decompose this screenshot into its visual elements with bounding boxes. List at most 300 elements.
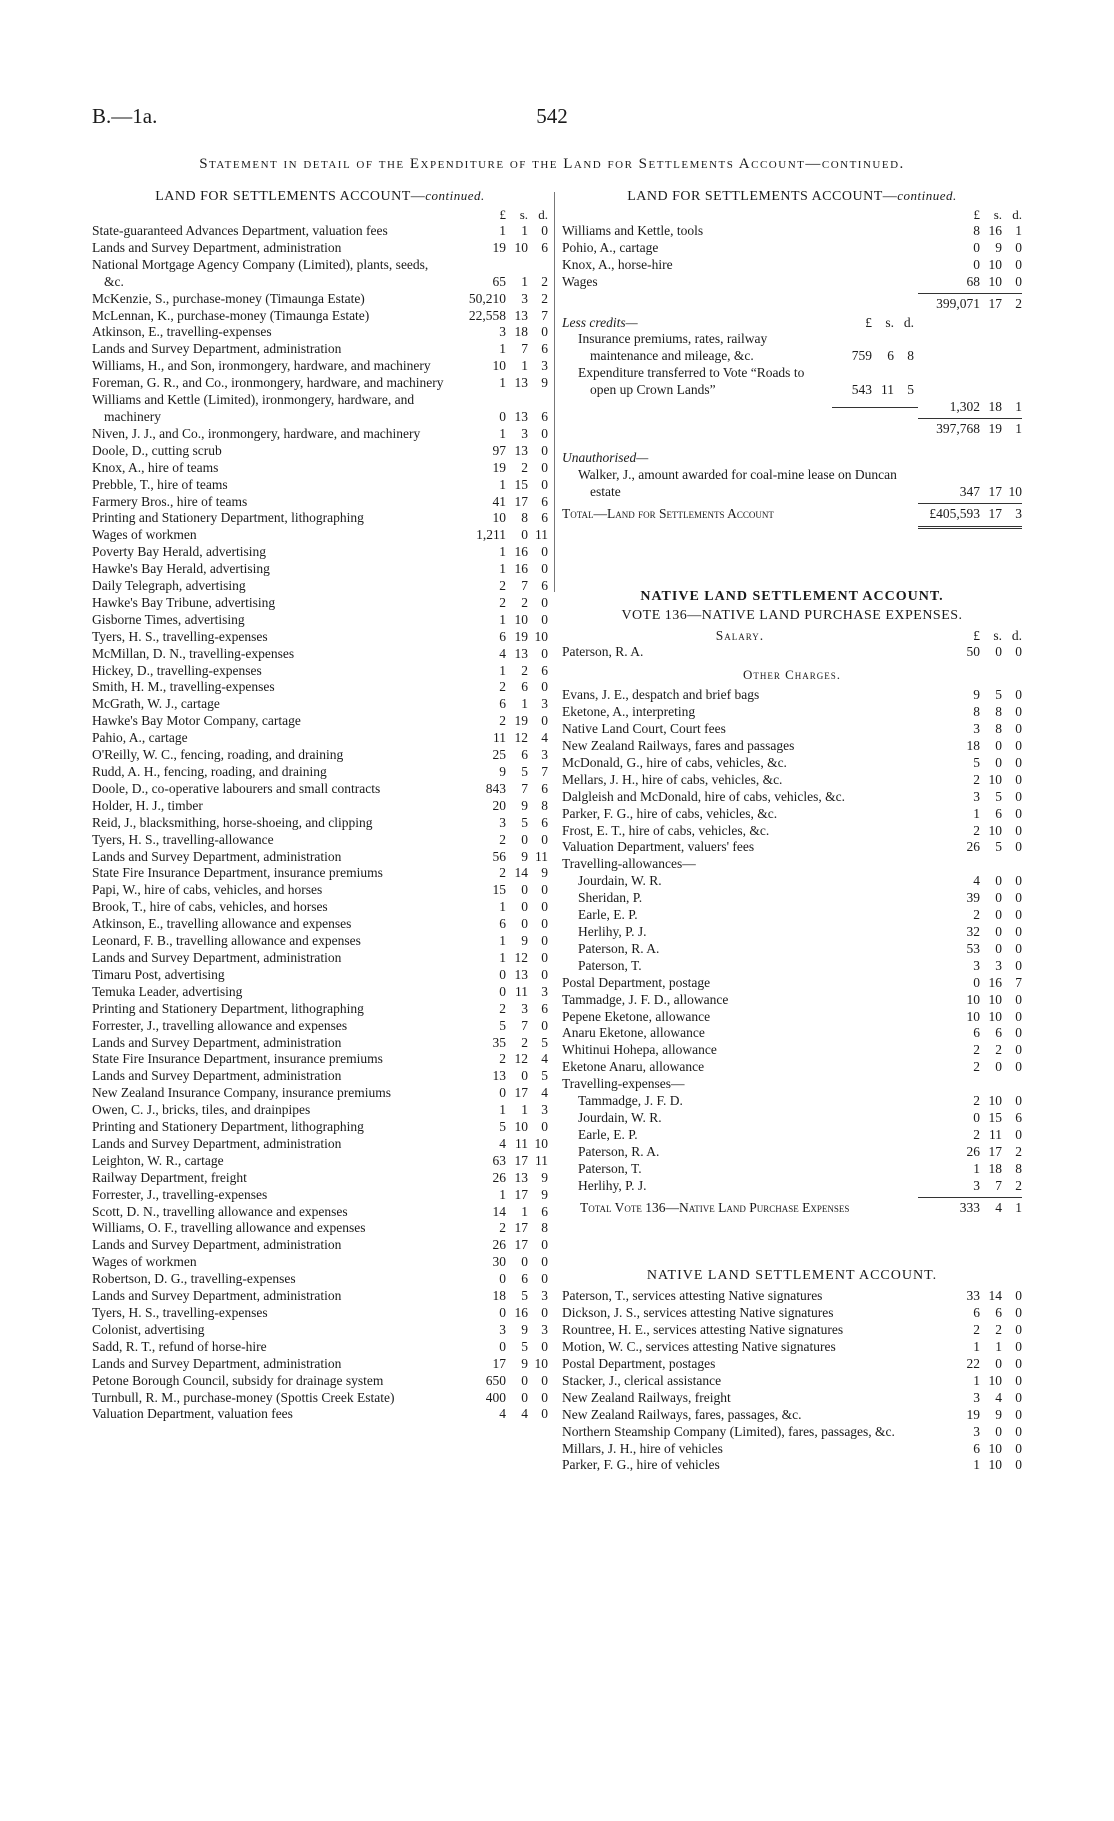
shillings: 0: [521, 527, 528, 543]
amount: [918, 1305, 1022, 1322]
ledger-row: [562, 1407, 1022, 1424]
pounds: 6: [499, 916, 506, 932]
shillings: 2: [995, 1042, 1002, 1058]
net-row: [562, 421, 1022, 438]
pounds: 1,211: [476, 527, 506, 543]
shillings: 17: [988, 295, 1002, 311]
pounds: 1: [499, 561, 506, 577]
ledger-row: [92, 1068, 548, 1085]
ledger-row: [92, 1170, 548, 1187]
pounds: 35: [492, 1034, 506, 1050]
amount: [444, 1187, 548, 1204]
rule: [918, 1197, 1022, 1198]
amount: [918, 274, 1022, 291]
shillings: 10: [988, 1440, 1002, 1456]
pounds: 2: [499, 679, 506, 695]
ledger-row: [92, 1085, 548, 1102]
pence: 0: [1015, 256, 1022, 272]
pence: 8: [907, 348, 914, 364]
amount: [444, 443, 548, 460]
shillings: 16: [988, 974, 1002, 990]
row-description: Smith, H. M., travelling-expenses: [92, 679, 275, 695]
shillings: 17: [988, 483, 1002, 499]
amount: [444, 849, 548, 866]
shillings: 12: [514, 730, 528, 746]
amount: [918, 1441, 1022, 1458]
amount: [918, 1161, 1022, 1178]
pounds: 8: [973, 704, 980, 720]
amount: [918, 399, 1022, 416]
shillings: 13: [514, 1169, 528, 1185]
row-description: Lands and Survey Department, administration: [92, 949, 342, 965]
row-description: Wages of workmen: [92, 1254, 197, 1270]
amount: [918, 1356, 1022, 1373]
ledger-row: [562, 1305, 1022, 1322]
row-description: Postal Department, postages: [562, 1356, 716, 1372]
shillings: 12: [514, 949, 528, 965]
row-description: Pohio, A., cartage: [562, 239, 659, 255]
pounds: 0: [499, 1085, 506, 1101]
shillings: 0: [521, 882, 528, 898]
ledger-row: [92, 730, 548, 747]
unauthorised-heading: Unauthorised—: [562, 449, 649, 465]
pounds: 26: [966, 839, 980, 855]
shillings: 5: [521, 814, 528, 830]
pound-sign: £: [499, 207, 506, 222]
row-description: Hawke's Bay Herald, advertising: [92, 561, 270, 577]
pounds: 1: [499, 425, 506, 441]
row-description: Paterson, T.: [578, 957, 642, 973]
amount: [444, 730, 548, 747]
pounds: 2: [499, 578, 506, 594]
pence: 3: [541, 696, 548, 712]
amount: [444, 764, 548, 781]
pounds: 2: [499, 1000, 506, 1016]
shillings: 1: [521, 696, 528, 712]
pounds: 3: [973, 788, 980, 804]
ledger-row: [92, 798, 548, 815]
row-description: Parker, F. G., hire of cabs, vehicles, &c.: [562, 805, 778, 821]
pounds: 0: [973, 239, 980, 255]
amount: [918, 1178, 1022, 1195]
row-description: Walker, J., amount awarded for coal-mine lease on Duncan estate: [578, 466, 897, 499]
ledger-row: [562, 1178, 1022, 1195]
pence: 10: [534, 1355, 548, 1371]
row-description: Brook, T., hire of cabs, vehicles, and horses: [92, 899, 328, 915]
amount: [444, 933, 548, 950]
row-description: Foreman, G. R., and Co., ironmongery, hardware, and machinery: [92, 375, 444, 391]
pence: 0: [1015, 644, 1022, 660]
row-description: Hawke's Bay Motor Company, cartage: [92, 713, 301, 729]
amount: [918, 1407, 1022, 1424]
amount: [444, 646, 548, 663]
pence-sign: d.: [903, 314, 914, 330]
ledger-row: [562, 1322, 1022, 1339]
row-description: Insurance premiums, rates, railway maintenance and mileage, &c.: [578, 331, 768, 364]
shillings: 14: [988, 1288, 1002, 1304]
pence: 0: [1015, 1372, 1022, 1388]
shillings: 5: [995, 839, 1002, 855]
ledger-row: [562, 1161, 1022, 1178]
row-description: Valuation Department, valuers' fees: [562, 839, 755, 855]
pounds: 9: [973, 687, 980, 703]
pounds: 9: [499, 764, 506, 779]
pence: 0: [541, 561, 548, 577]
amount: [444, 1373, 548, 1390]
row-description: Railway Department, freight: [92, 1169, 247, 1185]
row-description: Lands and Survey Department, administration: [92, 1288, 342, 1304]
amount: [918, 941, 1022, 958]
pence: 2: [1015, 1143, 1022, 1159]
pounds: 6: [499, 696, 506, 712]
pence: 0: [1015, 890, 1022, 906]
row-description: Holder, H. J., timber: [92, 797, 203, 813]
amount: [918, 975, 1022, 992]
rule: [918, 503, 1022, 504]
pence: 9: [541, 1186, 548, 1202]
pounds: 5: [499, 1119, 506, 1135]
group-heading: [562, 1076, 1022, 1093]
ledger-row: [92, 612, 548, 629]
ledger-row: [92, 375, 548, 392]
pounds: 1: [973, 1339, 980, 1355]
row-description: Jourdain, W. R.: [578, 1109, 662, 1125]
amount: [918, 772, 1022, 789]
amount: [918, 1373, 1022, 1390]
row-description: Sadd, R. T., refund of horse-hire: [92, 1338, 267, 1354]
shillings: 5: [521, 1288, 528, 1304]
pence-sign: d.: [1012, 207, 1022, 222]
pounds: 19: [492, 239, 506, 255]
row-description: Postal Department, postage: [562, 974, 711, 990]
row-description: Niven, J. J., and Co., ironmongery, hardware, and machinery: [92, 425, 421, 441]
amount: [444, 477, 548, 494]
amount: [444, 629, 548, 646]
pence: 0: [1015, 1322, 1022, 1338]
pounds: 14: [492, 1203, 506, 1219]
ledger-row: [92, 1119, 548, 1136]
amount: [444, 1390, 548, 1407]
shillings: 17: [514, 1085, 528, 1101]
less-credits-label: Less credits—: [562, 314, 638, 330]
native-account-title-2: NATIVE LAND SETTLEMENT ACCOUNT.: [646, 1268, 938, 1284]
ledger-row: [562, 789, 1022, 806]
pounds: 97: [492, 442, 506, 458]
row-description: Papi, W., hire of cabs, vehicles, and horses: [92, 882, 323, 898]
pence: 0: [1015, 273, 1022, 289]
row-description: Atkinson, E., travelling-expenses: [92, 324, 272, 340]
ledger-row: [92, 882, 548, 899]
ledger-row: [92, 832, 548, 849]
row-description: Gisborne Times, advertising: [92, 611, 245, 627]
pence: 0: [1015, 924, 1022, 939]
vote-total-label: Total Vote 136—Native Land Purchase Expenses: [580, 1199, 850, 1215]
pounds: 56: [492, 848, 506, 864]
row-description: McKenzie, S., purchase-money (Timaunga Estate): [92, 290, 365, 306]
pounds: 399,071: [936, 295, 980, 311]
pounds: 2: [499, 831, 506, 847]
shillings: 0: [521, 916, 528, 932]
ledger-row: [562, 1127, 1022, 1144]
pence: 0: [541, 476, 548, 492]
shillings: 9: [521, 933, 528, 949]
row-description: Printing and Stationery Department, lithographing: [92, 510, 364, 526]
ledger-row: [92, 1373, 548, 1390]
amount: [918, 1457, 1022, 1474]
row-description: Prebble, T., hire of teams: [92, 476, 228, 492]
pence: 1: [1015, 223, 1022, 238]
native-account-title: NATIVE LAND SETTLEMENT ACCOUNT.: [640, 588, 944, 604]
shillings: 0: [995, 924, 1002, 939]
pence: 6: [541, 1203, 548, 1219]
amount: [444, 984, 548, 1001]
ledger-row: [92, 815, 548, 832]
amount: [444, 308, 548, 325]
amount: [444, 1119, 548, 1136]
amount: [444, 747, 548, 764]
shillings: 10: [988, 771, 1002, 787]
pounds: 18: [966, 738, 980, 754]
pounds: 26: [966, 1143, 980, 1159]
pence: 1: [1015, 1199, 1022, 1215]
pounds: 5: [499, 1017, 506, 1033]
units-spacer: [92, 206, 444, 223]
ledger-row: [92, 1187, 548, 1204]
pounds: 19: [966, 1406, 980, 1422]
pounds: 400: [485, 1389, 506, 1405]
pounds: 3: [973, 721, 980, 737]
amount: [444, 815, 548, 832]
grand-total-label: Total—Land for Settlements Account: [562, 505, 774, 521]
pence: 0: [1015, 239, 1022, 255]
pence: 0: [541, 1338, 548, 1354]
row-description: Motion, W. C., services attesting Native signatures: [562, 1339, 836, 1355]
pounds: 8: [973, 223, 980, 238]
shillings: 9: [521, 848, 528, 864]
pounds: 333: [959, 1199, 980, 1215]
pence: 0: [1015, 957, 1022, 973]
pounds: 1: [499, 899, 506, 915]
ledger-row: [92, 1035, 548, 1052]
shillings: 3: [521, 425, 528, 441]
pence: 0: [1015, 991, 1022, 1007]
ledger-row: [562, 1457, 1022, 1474]
amount: [444, 1288, 548, 1305]
ledger-row: [562, 721, 1022, 738]
ledger-row: [92, 1339, 548, 1356]
ledger-row: [92, 967, 548, 984]
amount: [918, 1025, 1022, 1042]
row-description: Expenditure transferred to Vote “Roads to open up Crown Lands”: [578, 365, 805, 398]
ledger-row: [92, 341, 548, 358]
pence: 0: [1015, 1126, 1022, 1142]
pence: 3: [541, 358, 548, 374]
row-description: Travelling-allowances—: [562, 856, 696, 872]
ledger-row: [92, 679, 548, 696]
amount: [918, 1059, 1022, 1076]
row-description: State Fire Insurance Department, insurance premiums: [92, 865, 383, 881]
row-description: State-guaranteed Advances Department, valuation fees: [92, 223, 388, 238]
row-description: Lands and Survey Department, administration: [92, 1068, 342, 1084]
pence: 0: [541, 1237, 548, 1253]
row-description: Frost, E. T., hire of cabs, vehicles, &c.: [562, 822, 770, 838]
amount: [444, 696, 548, 713]
pound-sign: £: [973, 207, 980, 222]
shillings: 17: [514, 1152, 528, 1168]
shillings: 10: [988, 1008, 1002, 1024]
row-description: Paterson, R. A.: [562, 644, 644, 660]
ledger-row: [562, 755, 1022, 772]
shillings: 2: [521, 594, 528, 610]
ledger-row: [562, 738, 1022, 755]
shillings: 16: [514, 1305, 528, 1320]
amount: [918, 1127, 1022, 1144]
row-description: Williams, O. F., travelling allowance and expenses: [92, 1220, 366, 1236]
row-description: Earle, E. P.: [578, 907, 638, 923]
row-description: Tammadge, J. F. D., allowance: [562, 991, 729, 1007]
amount: [444, 663, 548, 680]
row-description: Lands and Survey Department, administration: [92, 1034, 342, 1050]
units-header: [92, 206, 548, 223]
ledger-row: [92, 1153, 548, 1170]
pounds: £405,593: [929, 505, 980, 521]
shillings: 0: [995, 644, 1002, 660]
ledger-row: [562, 1339, 1022, 1356]
shillings: 6: [521, 679, 528, 695]
units-header: [562, 206, 1022, 223]
shillings: 1: [521, 273, 528, 289]
amount: [444, 899, 548, 916]
pence: 0: [1015, 822, 1022, 838]
pence: 0: [1015, 873, 1022, 889]
row-description: Rudd, A. H., fencing, roading, and draining: [92, 764, 327, 779]
pence: 0: [541, 1271, 548, 1287]
amount: [444, 916, 548, 933]
pounds: 65: [492, 273, 506, 289]
amount: [444, 527, 548, 544]
row-description: Travelling-expenses—: [562, 1076, 685, 1092]
pence: 0: [1015, 1423, 1022, 1439]
pence: 0: [541, 1305, 548, 1320]
ledger-row: [92, 443, 548, 460]
pence: 0: [1015, 771, 1022, 787]
ledger-row: [92, 477, 548, 494]
row-description: New Zealand Railways, fares, passages, &c.: [562, 1406, 802, 1422]
ledger-row: [92, 544, 548, 561]
pence: 9: [541, 1169, 548, 1185]
pence: 0: [541, 882, 548, 898]
row-description: Williams and Kettle, tools: [562, 223, 704, 238]
shillings: 2: [521, 1034, 528, 1050]
units: [918, 628, 1022, 645]
row-description: Tyers, H. S., travelling-expenses: [92, 628, 268, 644]
ledger-row: [92, 308, 548, 325]
shillings: 19: [514, 628, 528, 644]
shillings: 7: [995, 1177, 1002, 1193]
shillings: 5: [995, 687, 1002, 703]
left-ledger: [92, 206, 548, 1423]
ledger-row: [562, 1356, 1022, 1373]
ledger-row: [92, 713, 548, 730]
row-description: Leighton, W. R., cartage: [92, 1152, 224, 1168]
pence: 0: [1015, 687, 1022, 703]
pence: 3: [541, 1321, 548, 1337]
row-description: Lands and Survey Department, administration: [92, 1135, 342, 1151]
pence: 0: [1015, 1389, 1022, 1405]
pence: 6: [541, 662, 548, 678]
ledger-row: [92, 933, 548, 950]
ledger-row: [562, 839, 1022, 856]
rule: [918, 418, 1022, 419]
row-description: Eketone, A., interpreting: [562, 704, 696, 720]
pounds: 6: [499, 628, 506, 644]
pence: 0: [1015, 1356, 1022, 1372]
amount: [444, 409, 548, 426]
pence: 0: [541, 933, 548, 949]
shillings: 2: [995, 1322, 1002, 1338]
shillings: 6: [887, 348, 894, 364]
shillings: 5: [521, 1338, 528, 1354]
pounds: 33: [966, 1288, 980, 1304]
amount: [444, 1254, 548, 1271]
amount: [918, 873, 1022, 890]
pounds: 0: [499, 1271, 506, 1287]
ledger-row: [92, 1254, 548, 1271]
pence: 0: [1015, 754, 1022, 770]
amount: [444, 240, 548, 257]
amount: [444, 426, 548, 443]
pounds: 1: [973, 1160, 980, 1176]
shillings: 10: [988, 1457, 1002, 1473]
ledger-row: [562, 941, 1022, 958]
credit-units: [822, 315, 914, 332]
amount: [918, 296, 1022, 313]
pence: 8: [541, 797, 548, 813]
ledger-row: [92, 595, 548, 612]
row-description: Dickson, J. S., services attesting Native signatures: [562, 1305, 834, 1321]
amount: [444, 950, 548, 967]
pence: 8: [1015, 1160, 1022, 1176]
ledger-row: [562, 873, 1022, 890]
pounds: 26: [492, 1169, 506, 1185]
pounds: 3: [499, 1321, 506, 1337]
shilling-sign: s.: [993, 207, 1002, 222]
rule: [918, 293, 1022, 294]
pounds: 41: [492, 493, 506, 509]
pounds: 0: [499, 966, 506, 982]
row-description: Lands and Survey Department, administration: [92, 239, 342, 255]
pence: 0: [1015, 940, 1022, 956]
pence: 10: [534, 628, 548, 644]
ledger-row: [92, 223, 548, 240]
row-description: Stacker, J., clerical assistance: [562, 1372, 722, 1388]
row-description: McGrath, W. J., cartage: [92, 696, 220, 712]
amount: [918, 1009, 1022, 1026]
amount: [444, 510, 548, 527]
pence: 6: [541, 780, 548, 796]
ledger-row: [92, 629, 548, 646]
shillings: 0: [521, 1372, 528, 1388]
pounds: 68: [966, 273, 980, 289]
row-description: Williams, H., and Son, ironmongery, hardware, and machinery: [92, 358, 431, 374]
pounds: 26: [492, 1237, 506, 1253]
amount: [444, 967, 548, 984]
salary-heading: Salary.: [715, 627, 765, 643]
pounds: 11: [493, 730, 506, 746]
shillings: 0: [995, 738, 1002, 754]
page-header: [92, 104, 1012, 134]
ledger-row: [562, 704, 1022, 721]
